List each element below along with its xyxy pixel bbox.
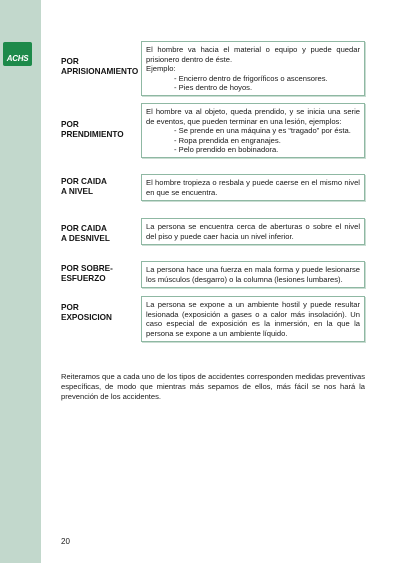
label-line: POR EXPOSICION <box>61 303 112 322</box>
example-item: - Encierro dentro de frigoríficos o ascensores. <box>174 73 328 83</box>
description-text: La persona hace una fuerza en mala forma y puede lesionarse los músculos (desgarro) o la columna (lesiones lumbares). <box>146 265 360 284</box>
label-line: POR CAIDA A NIVEL <box>61 177 107 196</box>
description-box-sobreesfuerzo <box>141 261 365 288</box>
example-list <box>146 74 360 93</box>
description-box-exposicion <box>141 296 365 342</box>
footer-note: Reiteramos que a cada uno de los tipos de accidentes corresponden medidas preventivas específicas, de modo que mientras más sepamos de ellos, más fácil se nos hará la prevención de los accidentes. <box>61 372 365 401</box>
example-item: - Pies dentro de hoyos. <box>174 83 253 92</box>
page-number: 20 <box>61 537 70 546</box>
row-label-prendimiento <box>61 120 141 139</box>
row-label-caida-desnivel <box>61 224 141 243</box>
description-box-caida-nivel <box>141 174 365 201</box>
description-text: El hombre tropieza o resbala y puede caerse en el mismo nivel en que se encuentra. <box>146 178 360 197</box>
description-text: La persona se expone a un ambiente hostil y puede resultar lesionada (exposición a gases o a calor más insolación). Un caso especial de exposición es la inmersión, en la que la persona se expone a un ambiente líquido. <box>146 300 360 338</box>
description-box-aprisionamiento <box>141 41 365 96</box>
description-box-prendimiento <box>141 103 365 158</box>
description-box-caida-desnivel <box>141 218 365 245</box>
logo-text: ACHS <box>6 54 29 63</box>
row-label-aprisionamiento <box>61 57 141 76</box>
label-line: POR CAIDA A DESNIVEL <box>61 224 110 243</box>
example-item: - Ropa prendida en engranajes. <box>174 135 281 145</box>
description-text: El hombre va al objeto, queda prendido, y se inicia una serie de eventos, que pueden terminar en una lesión, ejemplos: <box>146 107 360 126</box>
label-line: POR SOBRE- ESFUERZO <box>61 264 113 283</box>
row-label-sobreesfuerzo <box>61 264 141 283</box>
label-line: POR PRENDIMIENTO <box>61 120 124 139</box>
row-label-exposicion <box>61 303 141 322</box>
row-label-caida-nivel <box>61 177 141 196</box>
example-list <box>146 126 360 155</box>
side-strip <box>0 0 41 563</box>
description-text: El hombre va hacia el material o equipo y puede quedar prisionero dentro de éste. <box>146 45 360 64</box>
example-item: - Se prende en una máquina y es “tragado” por ésta. <box>174 126 351 135</box>
description-text: La persona se encuentra cerca de aberturas o sobre el nivel del piso y puede caer hacia un nivel inferior. <box>146 222 360 241</box>
example-intro: Ejemplo: <box>146 64 176 73</box>
example-item: - Pelo prendido en bobinadora. <box>174 145 279 154</box>
label-line: POR APRISIONAMIENTO <box>61 57 139 76</box>
achs-logo <box>3 42 32 66</box>
